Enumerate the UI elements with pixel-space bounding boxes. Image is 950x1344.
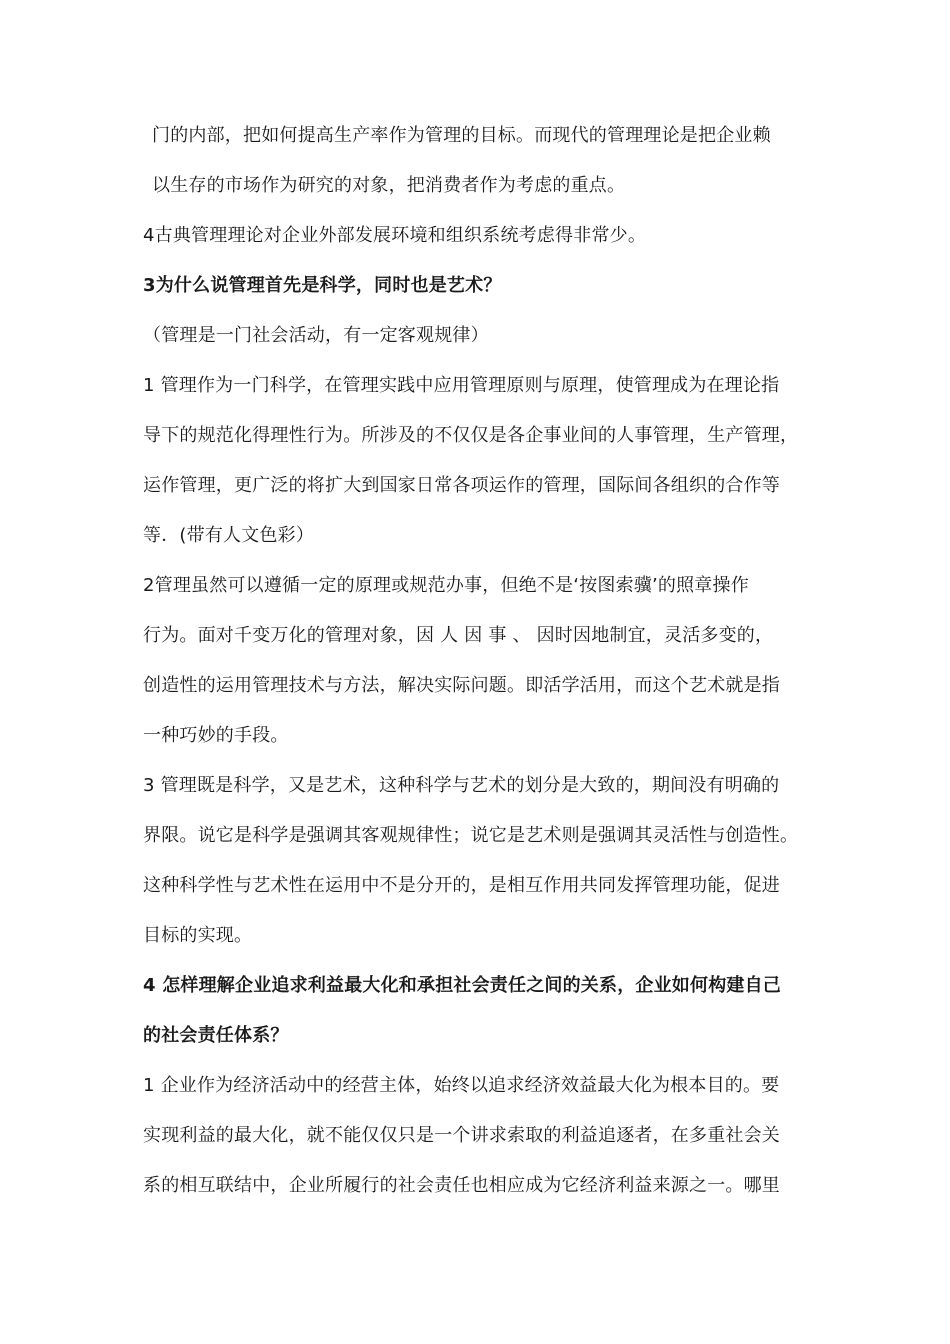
text-line-6: 1 管理作为一门科学，在管理实践中应用管理原则与原理，使管理成为在理论指 (143, 375, 780, 396)
question-heading-4-line-2: 的社会责任体系？ (143, 1025, 289, 1046)
text-line-9: 等．(带有人文色彩） (143, 525, 315, 546)
text-line-15: 界限。说它是科学是强调其客观规律性；说它是艺术则是强调其灵活性与创造性。 (143, 825, 799, 846)
text-line-13: 一种巧妙的手段。 (143, 725, 289, 746)
text-line-22: 系的相互联结中，企业所履行的社会责任也相应成为它经济利益来源之一。哪里 (143, 1175, 780, 1196)
text-line-8: 运作管理，更广泛的将扩大到国家日常各项运作的管理，国际间各组织的合作等 (143, 475, 780, 496)
question-heading-4-line-1: 4 怎样理解企业追求利益最大化和承担社会责任之间的关系，企业如何构建自己 (143, 975, 781, 996)
text-line-10: 2管理虽然可以遵循一定的原理或规范办事，但绝不是‘按图索骥’的照章操作 (143, 575, 749, 596)
text-line-5: （管理是一门社会活动，有一定客观规律） (143, 325, 489, 346)
text-line-21: 实现利益的最大化，就不能仅仅只是一个讲求索取的利益追逐者，在多重社会关 (143, 1125, 780, 1146)
text-line-11: 行为。面对千变万化的管理对象，因 人 因 事 、 因时因地制宜，灵活多变的， (143, 625, 774, 646)
text-line-16: 这种科学性与艺术性在运用中不是分开的，是相互作用共同发挥管理功能，促进 (143, 875, 780, 896)
text-line-17: 目标的实现。 (143, 925, 253, 946)
text-line-12: 创造性的运用管理技术与方法，解决实际问题。即活学活用，而这个艺术就是指 (143, 675, 780, 696)
text-line-14: 3 管理既是科学，又是艺术，这种科学与艺术的划分是大致的，期间没有明确的 (143, 775, 780, 796)
text-line-3: 4古典管理理论对企业外部发展环境和组织系统考虑得非常少。 (143, 225, 647, 246)
question-heading-3: 3为什么说管理首先是科学，同时也是艺术？ (143, 275, 502, 296)
text-line-7: 导下的规范化得理性行为。所涉及的不仅仅是各企事业间的人事管理，生产管理， (143, 425, 799, 446)
text-line-1: 门的内部，把如何提高生产率作为管理的目标。而现代的管理理论是把企业赖 (152, 125, 771, 146)
text-line-20: 1 企业作为经济活动中的经营主体，始终以追求经济效益最大化为根本目的。要 (143, 1075, 780, 1096)
text-line-2: 以生存的市场作为研究的对象，把消费者作为考虑的重点。 (152, 175, 626, 196)
